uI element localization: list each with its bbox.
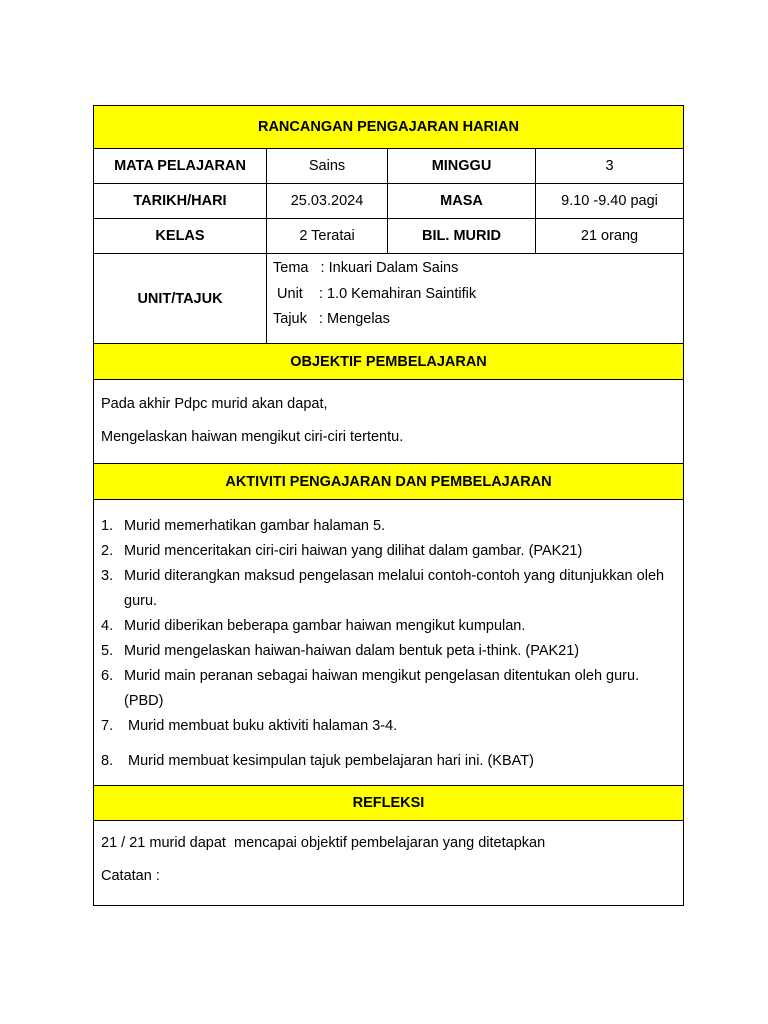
topic-line: Tajuk : Mengelas — [273, 311, 390, 327]
item-number: 7. — [101, 718, 114, 734]
activities-header — [94, 464, 683, 500]
objective-body — [94, 380, 683, 464]
item-text: Murid membuat kesimpulan tajuk pembelajaran hari ini. (KBAT) — [124, 753, 534, 769]
item-text: Murid diterangkan maksud pengelasan melalui contoh-contoh yang ditunjukkan oleh guru. — [124, 568, 665, 609]
item-text: Murid main peranan sebagai haiwan mengikut pengelasan ditentukan oleh guru. (PBD) — [124, 668, 640, 709]
activities-list — [94, 500, 683, 782]
item-number: 3. — [101, 568, 114, 584]
list-item — [101, 639, 676, 664]
item-number: 4. — [101, 618, 114, 634]
item-number: 6. — [101, 668, 114, 684]
reflection-header — [94, 786, 683, 821]
unit-label: UNIT/TAJUK — [94, 254, 267, 343]
subject-value: Sains — [267, 149, 388, 183]
objective-intro: Pada akhir Pdpc murid akan dapat, — [101, 396, 328, 412]
students-value: 21 orang — [580, 228, 639, 244]
notes-label: Catatan : — [101, 868, 160, 884]
item-text: Murid mengelaskan haiwan-haiwan dalam bentuk peta i-think. (PAK21) — [124, 643, 580, 659]
objective-header — [94, 344, 683, 380]
theme-line: Tema : Inkuari Dalam Sains — [273, 260, 459, 276]
item-number: 1. — [101, 518, 114, 534]
date-row — [94, 184, 683, 219]
unit-row — [94, 254, 683, 344]
activities-title: AKTIVITI PENGAJARAN DAN PEMBELAJARAN — [225, 473, 552, 490]
item-number: 8. — [101, 753, 114, 769]
list-item — [101, 514, 676, 539]
students-label: BIL. MURID — [388, 219, 536, 253]
reflection-title: REFLEKSI — [352, 795, 425, 811]
activities-body — [94, 500, 683, 786]
item-text: Murid diberikan beberapa gambar haiwan mengikut kumpulan. — [124, 618, 526, 634]
item-number: 5. — [101, 643, 114, 659]
week-label: MINGGU — [388, 149, 536, 183]
list-item — [101, 539, 676, 564]
page-title: RANCANGAN PENGAJARAN HARIAN — [257, 119, 519, 135]
subject-row — [94, 149, 683, 184]
list-item — [101, 614, 676, 639]
list-item — [101, 714, 676, 739]
week-value: 3 — [605, 158, 614, 174]
item-text: Murid memerhatikan gambar halaman 5. — [124, 518, 386, 534]
subject-label: MATA PELAJARAN — [94, 149, 267, 183]
class-label: KELAS — [94, 219, 267, 253]
item-number: 2. — [101, 543, 114, 559]
reflection-body — [94, 821, 683, 905]
class-row — [94, 219, 683, 254]
time-label: MASA — [388, 184, 536, 218]
item-text: Murid menceritakan ciri-ciri haiwan yang dilihat dalam gambar. (PAK21) — [124, 543, 583, 559]
title-header — [94, 106, 683, 149]
unit-details — [267, 254, 683, 343]
date-label: TARIKH/HARI — [94, 184, 267, 218]
reflection-result: 21 / 21 murid dapat mencapai objektif pembelajaran yang ditetapkan — [101, 835, 546, 851]
time-value: 9.10 -9.40 pagi — [561, 193, 658, 209]
list-item — [101, 664, 676, 714]
objective-title: OBJEKTIF PEMBELAJARAN — [290, 353, 487, 370]
unit-line: Unit : 1.0 Kemahiran Saintifik — [273, 285, 477, 302]
date-value: 25.03.2024 — [267, 184, 388, 218]
lesson-plan-table — [93, 105, 684, 906]
item-text: Murid membuat buku aktiviti halaman 3-4. — [124, 718, 398, 734]
objective-text: Mengelaskan haiwan mengikut ciri-ciri tertentu. — [101, 429, 404, 445]
list-item — [101, 749, 676, 774]
class-value: 2 Teratai — [267, 219, 388, 253]
list-item — [101, 564, 676, 614]
